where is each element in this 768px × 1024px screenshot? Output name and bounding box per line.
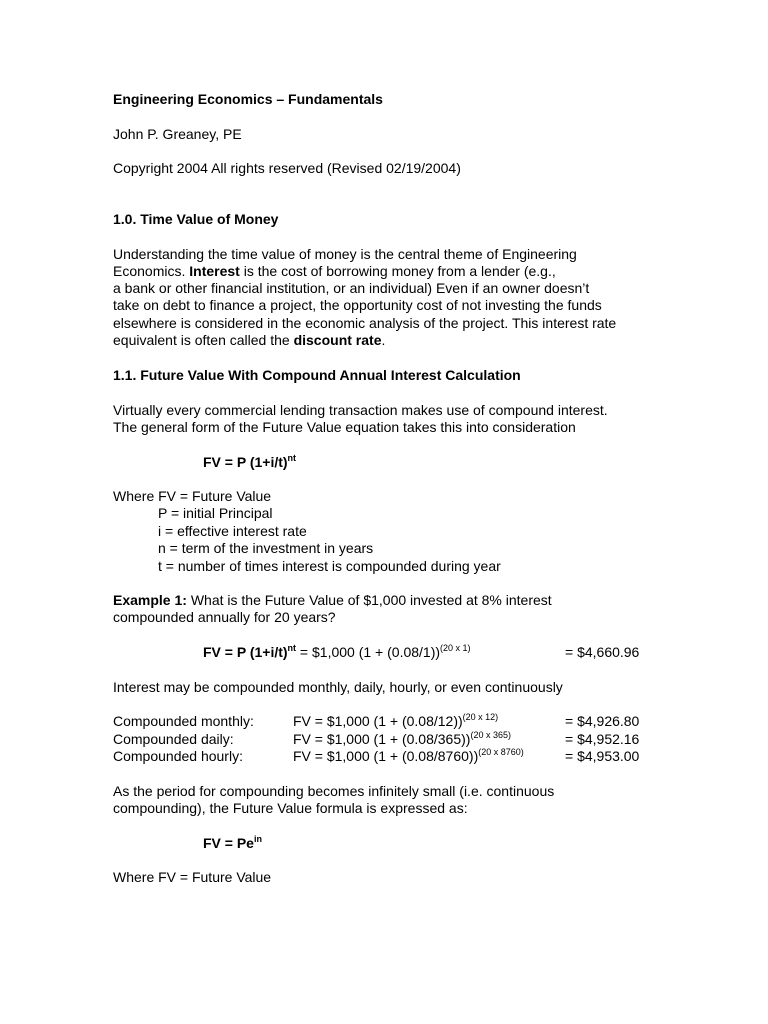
row-label: Compounded daily: (113, 731, 234, 747)
paragraph-line (113, 332, 385, 349)
section-heading-1-1: 1.1. Future Value With Compound Annual Interest Calculation (113, 367, 521, 383)
paragraph-line: Understanding the time value of money is the central theme of Engineering (113, 246, 577, 262)
row-result: = $4,952.16 (565, 731, 640, 747)
example-question (113, 592, 552, 609)
formula-text: FV = $1,000 (1 + (0.08/12)) (293, 713, 463, 729)
row-formula (293, 731, 511, 748)
formula-calc: = $1,000 (1 + (0.08/1)) (296, 644, 441, 660)
doc-title: Engineering Economics – Fundamentals (113, 91, 383, 107)
copyright-line: Copyright 2004 All rights reserved (Revised 02/19/2004) (113, 160, 461, 176)
example-result: = $4,660.96 (565, 644, 640, 660)
formula-text: FV = P (1+i/t) (203, 644, 288, 660)
paragraph-line (113, 263, 556, 280)
author: John P. Greaney, PE (113, 126, 242, 142)
where-intro: Where FV = Future Value (113, 488, 272, 504)
text-span: equivalent is often called the (113, 332, 294, 348)
row-label: Compounded hourly: (113, 748, 243, 764)
example-formula (203, 644, 471, 661)
paragraph-line: Virtually every commercial lending transaction makes use of compound interest. (113, 402, 608, 418)
paragraph-line: elsewhere is considered in the economic analysis of the project. This interest rate (113, 315, 617, 331)
fv-formula (203, 454, 296, 471)
row-result: = $4,953.00 (565, 748, 640, 764)
example-label: Example 1: (113, 592, 187, 608)
formula-exponent: (20 x 365) (470, 730, 511, 740)
variable-item: t = number of times interest is compounded during year (158, 558, 501, 574)
paragraph-line: compounding), the Future Value formula is expressed as: (113, 800, 468, 816)
text-span: What is the Future Value of $1,000 invested at 8% interest (186, 592, 552, 608)
paragraph-line: As the period for compounding becomes infinitely small (i.e. continuous (113, 783, 555, 799)
formula-text: FV = Pe (203, 835, 254, 851)
text-span: . (381, 332, 386, 348)
formula-exponent: nt (287, 643, 297, 653)
formula-exponent: in (253, 834, 262, 844)
paragraph-line: a bank or other financial institution, or an individual) Even if an owner doesn’t (113, 280, 590, 296)
text-span: is the cost of borrowing money from a lender (e.g., (239, 263, 556, 279)
term-interest: Interest (189, 263, 240, 279)
variable-item: i = effective interest rate (158, 523, 307, 539)
paragraph-line: The general form of the Future Value equation takes this into consideration (113, 419, 576, 435)
paragraph-line: compounded annually for 20 years? (113, 609, 336, 625)
section-heading-1-0: 1.0. Time Value of Money (113, 211, 279, 227)
continuous-formula (203, 835, 262, 852)
formula-exponent: (20 x 1) (440, 643, 471, 653)
paragraph-line: Interest may be compounded monthly, daily, hourly, or even continuously (113, 679, 563, 695)
row-formula (293, 713, 498, 730)
formula-text: FV = P (1+i/t) (203, 454, 288, 470)
variable-item: n = term of the investment in years (158, 540, 374, 556)
text-span: Economics. (113, 263, 190, 279)
term-discount-rate: discount rate (293, 332, 382, 348)
formula-exponent: nt (287, 453, 297, 463)
row-result: = $4,926.80 (565, 713, 640, 729)
row-label: Compounded monthly: (113, 713, 254, 729)
formula-text: FV = $1,000 (1 + (0.08/8760)) (293, 748, 479, 764)
formula-exponent: (20 x 8760) (478, 747, 524, 757)
formula-text: FV = $1,000 (1 + (0.08/365)) (293, 731, 471, 747)
variable-item: P = initial Principal (158, 505, 273, 521)
where-intro: Where FV = Future Value (113, 869, 272, 885)
paragraph-line: take on debt to finance a project, the opportunity cost of not investing the funds (113, 297, 602, 313)
row-formula (293, 748, 524, 765)
formula-exponent: (20 x 12) (462, 712, 499, 722)
